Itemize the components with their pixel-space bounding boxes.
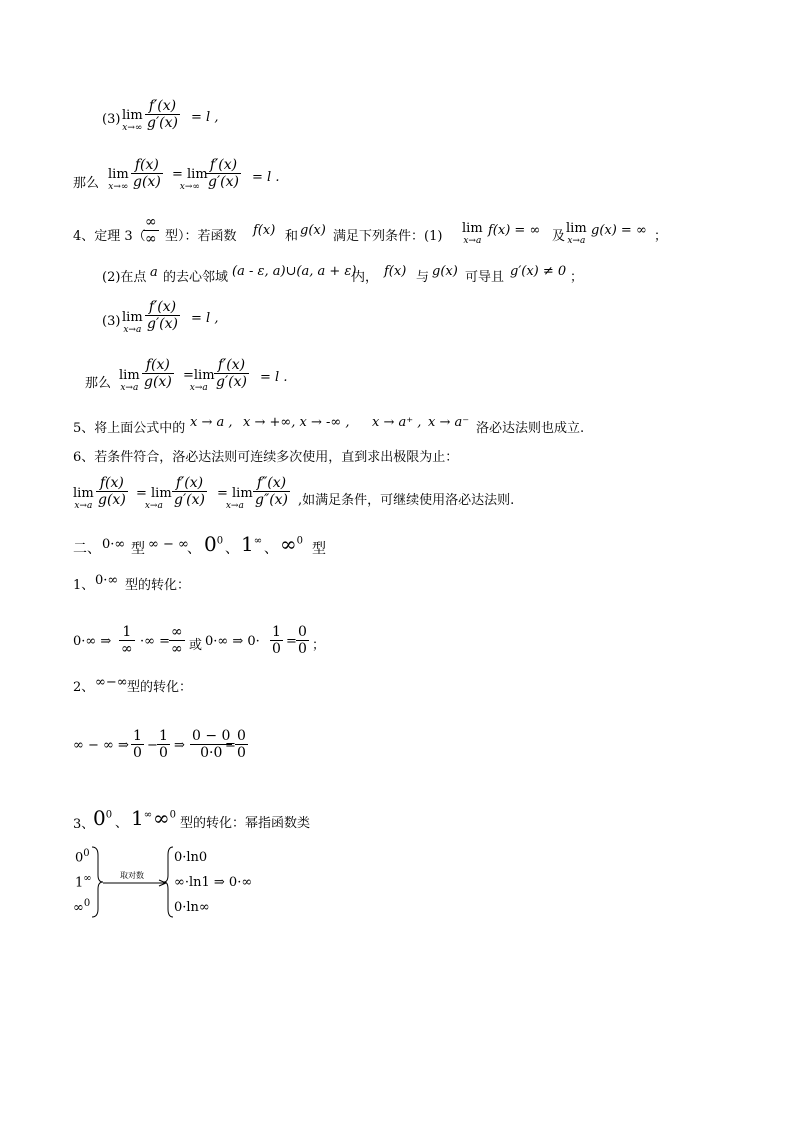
cond2-g: g(x) (432, 264, 458, 279)
conv2-eq: = (225, 738, 236, 753)
sub2-label: 2、 (73, 680, 95, 695)
section2-text3: 型 (312, 541, 326, 557)
item5-text1: 5、将上面公式中的 (73, 421, 186, 436)
cond2-a: a (150, 265, 158, 280)
item3-top-fraction: $\frac{f'(x)}{g'(x)}$ (147, 98, 178, 131)
then-top-rhs: = l . (252, 170, 280, 185)
cond2-text4: 与 (416, 270, 430, 285)
conv1-frac1: 1 ∞ (121, 624, 133, 657)
section2-sep3: 、 (264, 541, 278, 557)
diagram-right-1: ∞·ln1 ⇒ 0·∞ (174, 875, 253, 890)
conv1-or: 或 (189, 638, 203, 653)
then-a-lim2: =lim x→a (183, 368, 215, 393)
diagram-left-2: ∞$^0$ (73, 898, 91, 916)
then-top-frac2: $\frac{f'(x)}{g'(x)}$ (208, 157, 239, 190)
sub3-pow3: ∞$^0$ (153, 806, 177, 830)
conv1-end: ； (312, 638, 326, 653)
then-top-frac1: $\frac{f(x)}{g(x)}$ (133, 157, 161, 190)
theorem3-type-fraction: ∞ ∞ (145, 214, 157, 247)
section2-text1: 二、 (73, 541, 101, 557)
cond2-end: ； (570, 270, 584, 285)
sub3-pow1: $0^0$ (93, 806, 113, 830)
item5-expr2: x → +∞, x → -∞ , (243, 415, 350, 430)
sub3-text: 型的转化：幂指函数类 (180, 816, 311, 831)
repeat-frac1: $\frac{f(x)}{g(x)}$ (98, 475, 126, 508)
arrow-right-icon (103, 878, 169, 888)
item3-top-rhs: = l , (191, 110, 219, 125)
item5-text2: 洛必达法则也成立. (476, 421, 585, 436)
then-top-label: 那么 (73, 176, 100, 191)
section2-pow1: $0^0$ (204, 532, 224, 556)
conv2-frac3: $\frac{0 - 0}{0\cdot 0}$ (192, 728, 231, 761)
theorem3-end: ； (654, 229, 668, 244)
theorem3-lim1: lim x→a (462, 221, 483, 246)
conv2-arrow: ⇒ (174, 738, 185, 753)
section2-expr1: 0·∞ (102, 537, 126, 552)
cond2-f: f(x) (384, 264, 407, 279)
section2-sep1: 、 (187, 541, 201, 557)
theorem3-lim2: lim x→a (566, 221, 587, 246)
section2-pow3: ∞$^0$ (280, 532, 304, 556)
diagram-left-1: 1∞ (75, 873, 92, 891)
conv1-lhs: 0·∞ ⇒ (73, 634, 112, 649)
sub1-label: 1、 (73, 578, 95, 593)
item5-expr4: x → a⁻ (428, 415, 470, 430)
item3-top-label: (3) (102, 112, 121, 127)
item3-a-label: (3) (102, 314, 121, 329)
conv1-frac4: $\frac{0}{0}$ (298, 624, 307, 657)
item3-top-lim: lim x→∞ (122, 108, 143, 133)
conv1-mid2: 0·∞ ⇒ 0· (205, 634, 260, 649)
item3-a-rhs: = l , (191, 311, 219, 326)
then-a-lim1: lim x→a (119, 368, 140, 393)
item3-a-fraction: $\frac{f'(x)}{g'(x)}$ (147, 299, 178, 332)
repeat-frac3: $\frac{f''(x)}{g''(x)}$ (255, 475, 289, 508)
repeat-lim3: = lim x→a (217, 486, 253, 511)
diagram-left-0: $0^0$ (75, 848, 90, 866)
item3-a-lim: lim x→a (122, 310, 143, 335)
cond2-text5: 可导且 (465, 270, 505, 285)
then-top-lim1: lim x→∞ (108, 167, 129, 192)
cond2-text1: (2)在点 (102, 270, 147, 285)
diagram-right-0: 0·ln0 (174, 850, 208, 865)
item5-expr3: x → a⁺ , (372, 415, 422, 430)
theorem3-prefix: 4、定理 3（ (73, 229, 146, 244)
diagram-arrow-label: 取对数 (120, 871, 144, 880)
theorem3-and2: 及 (552, 229, 566, 244)
conv1-eq: = (286, 634, 297, 649)
conv2-minus: − (147, 738, 158, 753)
item6-text: 6、若条件符合，洛必达法则可连续多次使用，直到求出极限为止： (73, 450, 459, 465)
theorem3-g: g(x) (300, 223, 326, 238)
cond2-text2: 的去心邻域 (163, 270, 229, 285)
repeat-lim1: lim x→a (73, 486, 94, 511)
theorem3-and: 和 (285, 229, 299, 244)
sub2-text: 型的转化： (127, 680, 193, 695)
conv1-mid1: ·∞ = (140, 634, 170, 649)
repeat-frac2: $\frac{f'(x)}{g'(x)}$ (174, 475, 205, 508)
theorem3-expr1: f(x) = ∞ (488, 223, 541, 238)
sub3-pow2: 1∞ (131, 806, 153, 830)
repeat-lim2: = lim x→a (136, 486, 172, 511)
sub2-expr: ∞−∞ (95, 675, 128, 690)
then-top-lim2: = lim x→∞ (172, 167, 208, 192)
sub3-sep1: 、 (115, 816, 129, 831)
diagram-right-2: 0·ln∞ (174, 900, 210, 915)
then-a-frac2: $\frac{f'(x)}{g'(x)}$ (216, 357, 247, 390)
sub1-expr: 0·∞ (95, 573, 119, 588)
conv2-frac1: $\frac{1}{0}$ (133, 728, 142, 761)
cond2-text3: 内， (352, 270, 379, 285)
conv1-frac3: $\frac{1}{0}$ (272, 624, 281, 657)
conv2-frac2: $\frac{1}{0}$ (159, 728, 168, 761)
conv2-frac4: $\frac{0}{0}$ (237, 728, 246, 761)
then-a-label: 那么 (85, 376, 112, 391)
theorem3-f: f(x) (253, 223, 276, 238)
section2-text2: 型 (131, 541, 145, 557)
then-a-rhs: = l . (260, 370, 288, 385)
theorem3-expr2: g(x) = ∞ (591, 223, 647, 238)
sub3-label: 3、 (73, 817, 95, 832)
section2-pow2: 1∞ (241, 532, 263, 556)
conv2-lhs: ∞ − ∞ ⇒ (73, 738, 129, 753)
section2-expr2: ∞ − ∞ (148, 537, 189, 552)
cond2-interval: (a - ε, a)∪(a, a + ε) (232, 264, 357, 279)
theorem3-cond: 满足下列条件：(1) (333, 229, 443, 244)
repeat-tail: ,如满足条件，可继续使用洛必达法则. (298, 493, 515, 508)
then-a-frac1: $\frac{f(x)}{g(x)}$ (144, 357, 172, 390)
item5-expr1: x → a , (190, 415, 233, 430)
conv1-frac2: ∞ ∞ (171, 624, 183, 657)
theorem3-mid: 型）：若函数 (165, 229, 237, 244)
section2-sep2: 、 (225, 541, 239, 557)
sub1-text: 型的转化： (125, 578, 191, 593)
cond2-gprime: g′(x) ≠ 0 (510, 264, 567, 279)
